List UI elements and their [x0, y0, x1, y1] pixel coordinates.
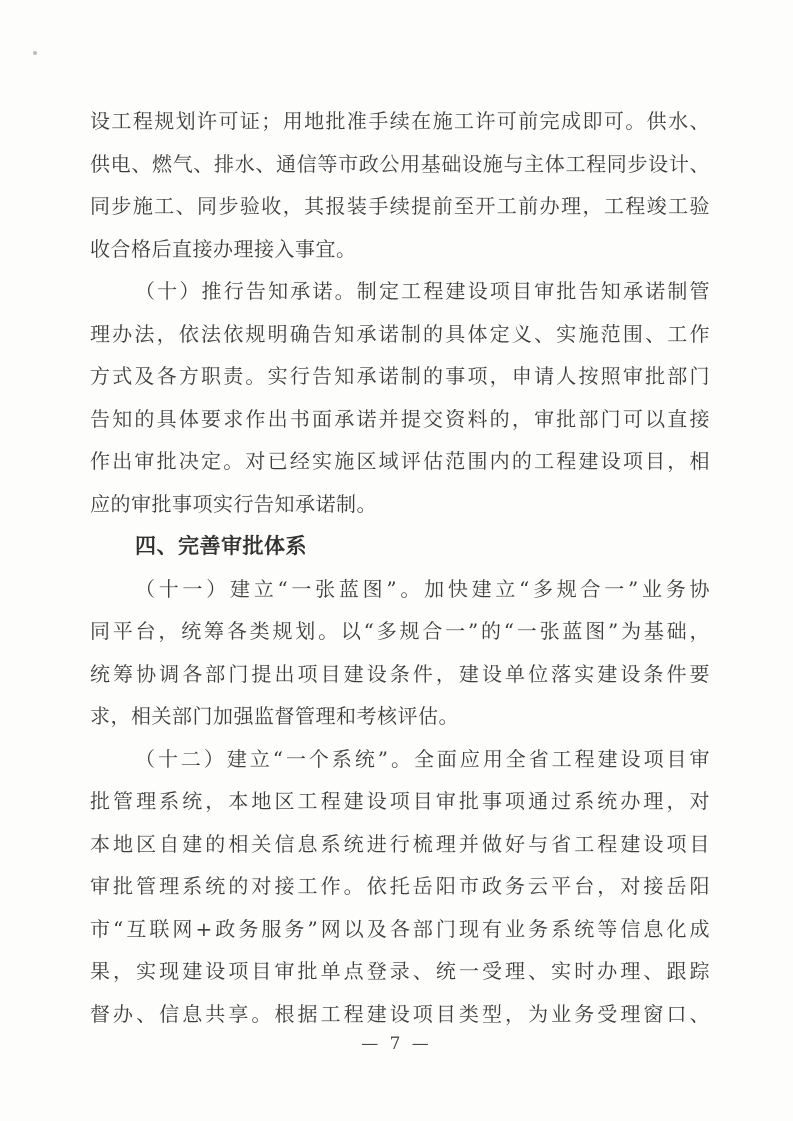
section-heading-4 — [90, 525, 710, 568]
text-block — [90, 100, 710, 1035]
text-line: 同平台，统筹各类规划。以“多规合一”的“一张蓝图”为基础， — [90, 619, 710, 643]
text-line: 批管理系统，本地区工程建设项目审批事项通过系统办理，对 — [90, 789, 710, 813]
paragraph-9-continuation — [90, 100, 710, 270]
text-line: 作出审批决定。对已经实施区域评估范围内的工程建设项目，相 — [90, 449, 710, 473]
text-line: （十一）建立“一张蓝图”。加快建立“多规合一”业务协 — [135, 576, 710, 601]
text-line: 果，实现建设项目审批单点登录、统一受理、实时办理、跟踪 — [90, 959, 710, 983]
text-line: 统筹协调各部门提出项目建设条件，建设单位落实建设条件要 — [90, 661, 710, 686]
scan-speck — [33, 51, 37, 55]
text-line: 四、完善审批体系 — [135, 534, 307, 558]
page-footer — [0, 1034, 793, 1054]
page-number: — 7 — — [361, 1034, 432, 1054]
text-line: 审批管理系统的对接工作。依托岳阳市政务云平台，对接岳阳 — [90, 874, 710, 898]
text-line: 本地区自建的相关信息系统进行梳理并做好与省工程建设项目 — [90, 831, 710, 856]
text-line: 应的审批事项实行告知承诺制。 — [90, 491, 377, 516]
text-line: 收合格后直接办理接入事宜。 — [90, 236, 357, 261]
text-line: （十二）建立“一个系统”。全面应用全省工程建设项目审 — [135, 746, 710, 771]
text-line: （十）推行告知承诺。制定工程建设项目审批告知承诺制管 — [135, 279, 710, 303]
text-line: 方式及各方职责。实行告知承诺制的事项，申请人按照审批部门 — [90, 364, 710, 388]
paragraph-12 — [90, 738, 710, 1036]
paragraph-11 — [90, 568, 710, 738]
text-line: 设工程规划许可证；用地批准手续在施工许可前完成即可。供水、 — [90, 109, 710, 133]
text-line: 同步施工、同步验收，其报装手续提前至开工前办理，工程竣工验 — [90, 194, 710, 218]
text-line: 督办、信息共享。根据工程建设项目类型，为业务受理窗口、 — [90, 1001, 710, 1026]
text-line: 求，相关部门加强监督管理和考核评估。 — [90, 704, 459, 728]
text-line: 告知的具体要求作出书面承诺并提交资料的，审批部门可以直接 — [90, 406, 710, 431]
text-line: 市“互联网+政务服务”网以及各部门现有业务系统等信息化成 — [90, 916, 710, 941]
text-line: 供电、燃气、排水、通信等市政公用基础设施与主体工程同步设计、 — [90, 151, 710, 176]
paragraph-10 — [90, 270, 710, 525]
text-line: 理办法，依法依规明确告知承诺制的具体定义、实施范围、工作 — [90, 321, 710, 346]
